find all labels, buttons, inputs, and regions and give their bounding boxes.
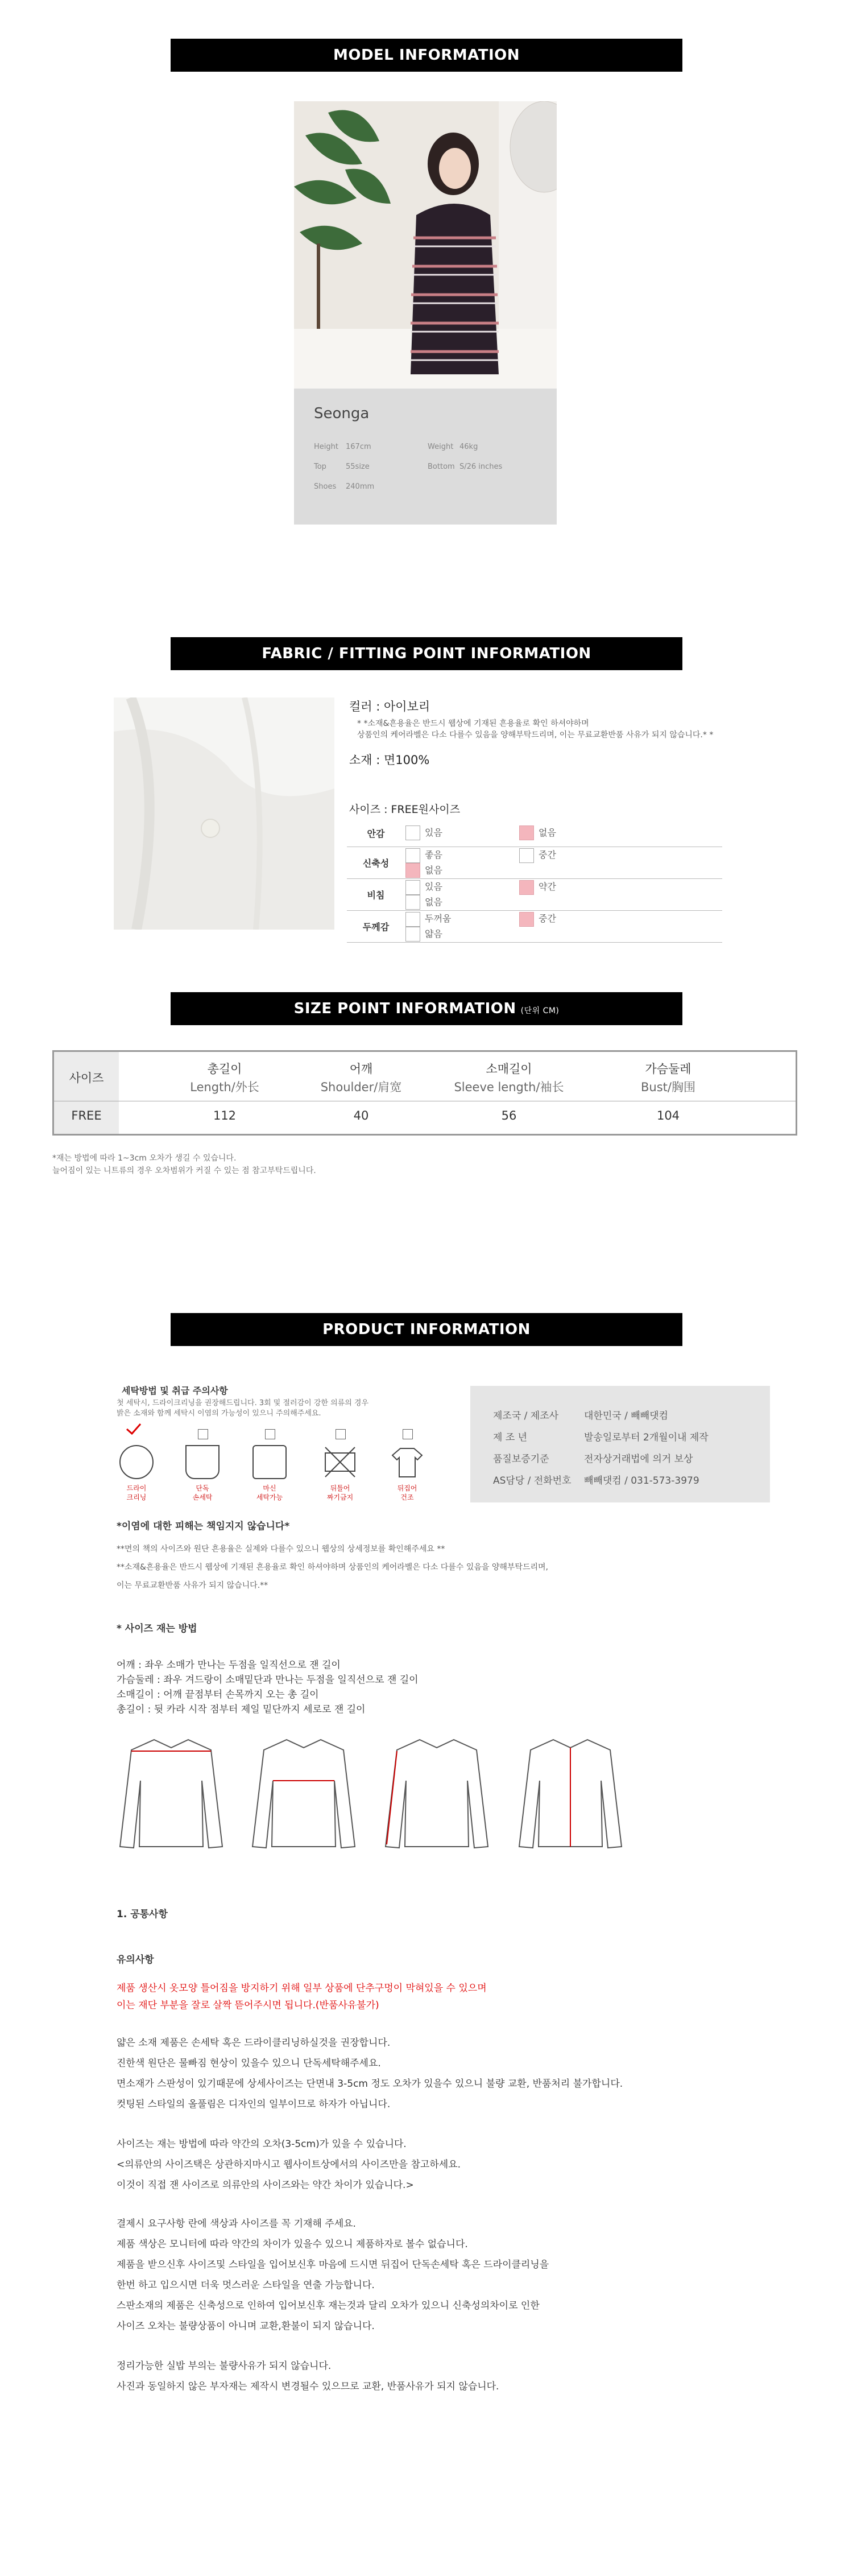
product-info-title: PRODUCT INFORMATION bbox=[322, 1321, 531, 1338]
value-sleeve: 56 bbox=[501, 1109, 517, 1122]
size-note-2: 늘어짐이 있는 니트류의 경우 오차범위가 커질 수 있는 점 참고부탁드립니다. bbox=[52, 1166, 316, 1175]
model-stat-shoes: Shoes 240mm bbox=[314, 482, 375, 491]
col-length: 총길이 bbox=[207, 1062, 242, 1076]
para1-line-4: 컷팅된 스타일의 올풀림은 디자인의 일부이므로 하자가 아닙니다. bbox=[117, 2099, 391, 2110]
checkbox-selected bbox=[519, 912, 534, 927]
care-label-inside-out-dry: 뒤집어 건조 bbox=[397, 1484, 417, 1501]
para3-line-5: 스판소재의 제품은 신축성으로 인하여 입어보신후 재는것과 달리 오차가 있으니 신축성의차이로 인한 bbox=[117, 2300, 540, 2311]
care-label-machine-wash: 마신 세탁가능 bbox=[256, 1484, 283, 1501]
care-label-no-wring: 뒤틀어 짜기금지 bbox=[326, 1484, 354, 1501]
product-info-bar bbox=[171, 1313, 682, 1346]
care-title: 세탁방법 및 취급 주의사항 bbox=[122, 1385, 228, 1396]
checkbox-selected bbox=[519, 880, 534, 895]
fabric-info-bar bbox=[171, 637, 682, 670]
machine-wash-icon bbox=[252, 1445, 287, 1479]
no-wring-icon bbox=[323, 1445, 357, 1479]
measure-line-3: 소매길이 : 어깨 끝점부터 손목까지 오는 총 길이 bbox=[117, 1689, 319, 1700]
care-note-1: 첫 세탁시, 드라이크리닝을 권장해드립니다. 3회 및 절러감이 강한 의류의 경우 bbox=[117, 1399, 369, 1407]
size-table bbox=[52, 1050, 797, 1136]
care-label-dry-clean: 드라이 크리닝 bbox=[126, 1484, 147, 1501]
value-bust: 104 bbox=[656, 1109, 680, 1122]
checkbox-selected bbox=[519, 825, 534, 840]
para2-line-1: 사이즈는 재는 방법에 따라 약간의 오차(3-5cm)가 있을 수 있습니다. bbox=[117, 2139, 407, 2150]
checkbox bbox=[405, 895, 420, 910]
color-note-2: 상품인의 케어라벨은 다소 다를수 있음을 양해부탁드리며, 이는 무료교환반품 사유가 되지 않습니다.* * bbox=[357, 730, 714, 740]
color-line: 컬러 : 아이보리 bbox=[349, 700, 430, 713]
checkbox bbox=[519, 848, 534, 863]
shirt-diagram-sleeve bbox=[382, 1735, 491, 1852]
value-shoulder: 40 bbox=[353, 1109, 369, 1122]
model-stat-top: Top 55size bbox=[314, 463, 370, 471]
col-shoulder: 어깨 bbox=[349, 1062, 373, 1076]
model-photo bbox=[294, 101, 557, 389]
shirt-diagram-length bbox=[516, 1735, 625, 1852]
checkbox bbox=[405, 927, 420, 942]
fabric-photo bbox=[114, 697, 334, 930]
checkbox bbox=[405, 880, 420, 895]
info-row-warranty: 품질보증기준 전자상거래법에 의거 보상 bbox=[493, 1454, 693, 1465]
para3-line-4: 한번 하고 입으시면 더욱 멋스러운 스타일을 연출 가능합니다. bbox=[117, 2280, 375, 2291]
care-note-2: 밝은 소재와 함께 세탁시 이염의 가능성이 있으니 주의해주세요. bbox=[117, 1409, 321, 1418]
measure-line-1: 어깨 : 좌우 소매가 만나는 두점을 일직선으로 잰 길이 bbox=[117, 1659, 341, 1671]
info-row-manufacturer: 제조국 / 제조사 대한민국 / 빼빼댓컴 bbox=[493, 1410, 668, 1422]
color-note-1: * *소재&흔용율은 반드시 웹상에 기재된 흔용율로 확인 하셔야하며 bbox=[357, 719, 589, 728]
size-note-1: *재는 방법에 따라 1~3cm 오차가 생길 수 있습니다. bbox=[52, 1154, 237, 1163]
para2-line-2: <의류안의 사이즈택은 상관하지마시고 웹사이트상에서의 사이즈만을 참고하세요. bbox=[117, 2159, 461, 2170]
fitting-row-stretch: 신축성 좋음 중간없음 bbox=[347, 847, 722, 879]
checkmark-icon bbox=[125, 1422, 142, 1436]
caution-title: 유의사항 bbox=[117, 1954, 154, 1966]
measure-line-2: 가슴둘레 : 좌우 겨드랑이 소매밑단과 만나는 두점을 일직선으로 잰 길이 bbox=[117, 1674, 419, 1686]
material-line: 소재 : 면100% bbox=[349, 753, 430, 767]
product-info-box bbox=[470, 1386, 770, 1502]
info-row-made-date: 제 조 년 발송일로부터 2개월이내 제작 bbox=[493, 1432, 709, 1443]
fitting-table bbox=[347, 819, 722, 943]
care-label-hand-wash: 단독 손세탁 bbox=[192, 1484, 213, 1501]
warn-title: *이염에 대한 피해는 책임지지 않습니다* bbox=[117, 1521, 290, 1532]
model-stat-bottom: Bottom S/26 inches bbox=[428, 463, 503, 471]
inside-out-dry-icon bbox=[390, 1445, 424, 1479]
para4-line-1: 정리가능한 실밥 부의는 불량사유가 되지 않습니다. bbox=[117, 2360, 332, 2372]
col-length-en: Length/外长 bbox=[190, 1080, 259, 1094]
size-unit: (단위 CM) bbox=[520, 1006, 560, 1015]
value-length: 112 bbox=[213, 1109, 237, 1122]
checkbox-selected bbox=[405, 863, 420, 878]
model-stat-height: Height 167cm bbox=[314, 443, 371, 451]
warn-line-2: **소재&흔용율은 반드시 웹상에 기재된 흔용율로 확인 하셔야하며 상품인의 케어라벨은 다소 다를수 있음을 양해부탁드리며, bbox=[117, 1563, 548, 1572]
para3-line-3: 제품을 받으신후 사이즈및 스타일을 입어보신후 마음에 드시면 뒤집어 단독손세탁 혹은 드라이클리닝을 bbox=[117, 2259, 549, 2270]
model-info-bar bbox=[171, 39, 682, 72]
warn-line-1: **면의 책의 사이즈와 원단 흔용율은 실제와 다를수 있으니 웹상의 상세정보를 확인해주세요 ** bbox=[117, 1545, 445, 1554]
col-shoulder-en: Shoulder/肩宽 bbox=[320, 1080, 402, 1094]
para3-line-6: 사이즈 오차는 불량상품이 아니며 교환,환불이 되지 않습니다. bbox=[117, 2321, 375, 2332]
hand-wash-icon bbox=[185, 1445, 220, 1479]
model-stat-weight: Weight 46kg bbox=[428, 443, 478, 451]
para3-line-2: 제품 색상은 모니터에 따라 약간의 차이가 있을수 있으니 제품하자로 볼수 없습니다. bbox=[117, 2239, 468, 2250]
info-row-as-contact: AS담당 / 전화번호 빼빼댓컴 / 031-573-3979 bbox=[493, 1475, 699, 1487]
col-sleeve: 소매길이 bbox=[486, 1062, 532, 1076]
checkbox bbox=[403, 1429, 413, 1439]
model-name: Seonga bbox=[314, 405, 370, 422]
para1-line-1: 얇은 소재 제품은 손세탁 혹은 드라이클리닝하실것을 권장합니다. bbox=[117, 2037, 391, 2049]
warn-line-3: 이는 무료교환반품 사유가 되지 않습니다.** bbox=[117, 1581, 268, 1590]
col-sleeve-en: Sleeve length/袖长 bbox=[454, 1080, 564, 1094]
fitting-row-sheer: 비침 있음 약간없음 bbox=[347, 879, 722, 911]
dry-clean-icon bbox=[119, 1445, 154, 1479]
common-title: 1. 공통사항 bbox=[117, 1909, 168, 1920]
red-notice-1: 제품 생산시 옷모양 틀어짐을 방지하기 위해 일부 상품에 단추구멍이 막혀있을 수 있으며 bbox=[117, 1983, 487, 1994]
checkbox bbox=[405, 825, 420, 840]
para1-line-3: 면소재가 스판성이 있기때문에 상세사이즈는 단면내 3-5cm 정도 오차가 있을수 있으니 불량 교환, 반품처리 불가합니다. bbox=[117, 2078, 623, 2090]
checkbox bbox=[265, 1429, 275, 1439]
para1-line-2: 진한색 원단은 물빠짐 현상이 있을수 있으니 단독세탁해주세요. bbox=[117, 2058, 381, 2069]
size-info-bar bbox=[171, 992, 682, 1025]
size-type-label: 사이즈 : FREE원사이즈 bbox=[349, 803, 461, 816]
checkbox bbox=[405, 848, 420, 863]
fitting-row-thickness: 두께감 두꺼움 중간얇음 bbox=[347, 911, 722, 943]
para4-line-2: 사진과 동일하지 않은 부자재는 제작시 변경될수 있으므로 교환, 반품사유가 되지 않습니다. bbox=[117, 2381, 499, 2392]
size-row-label: FREE bbox=[71, 1109, 102, 1122]
shirt-diagram-shoulder bbox=[117, 1735, 226, 1852]
size-info-title: SIZE POINT INFORMATION bbox=[293, 1000, 516, 1017]
checkbox bbox=[336, 1429, 346, 1439]
fabric-info-title: FABRIC / FITTING POINT INFORMATION bbox=[262, 645, 591, 662]
measure-title: * 사이즈 재는 방법 bbox=[117, 1623, 197, 1634]
col-bust-en: Bust/胸围 bbox=[641, 1080, 695, 1094]
checkbox bbox=[405, 912, 420, 927]
col-bust: 가슴둘레 bbox=[645, 1062, 691, 1076]
measure-line-4: 총길이 : 뒷 카라 시작 점부터 제일 밑단까지 세로로 잰 길이 bbox=[117, 1704, 366, 1715]
fitting-row-lining: 안감 있음 없음 bbox=[347, 819, 722, 847]
shirt-diagram-bust bbox=[249, 1735, 358, 1852]
size-row-header: 사이즈 bbox=[69, 1071, 104, 1085]
checkbox bbox=[198, 1429, 208, 1439]
red-notice-2: 이는 재단 부분을 잘로 살짝 뜯어주시면 됩니다.(반품사유불가) bbox=[117, 2000, 379, 2011]
model-info-title: MODEL INFORMATION bbox=[333, 47, 520, 64]
para3-line-1: 결제시 요구사항 란에 색상과 사이즈를 꼭 기재해 주세요. bbox=[117, 2218, 356, 2230]
para2-line-3: 이것이 직접 잰 사이즈로 의류안의 사이즈와는 약간 차이가 있습니다.> bbox=[117, 2179, 414, 2191]
